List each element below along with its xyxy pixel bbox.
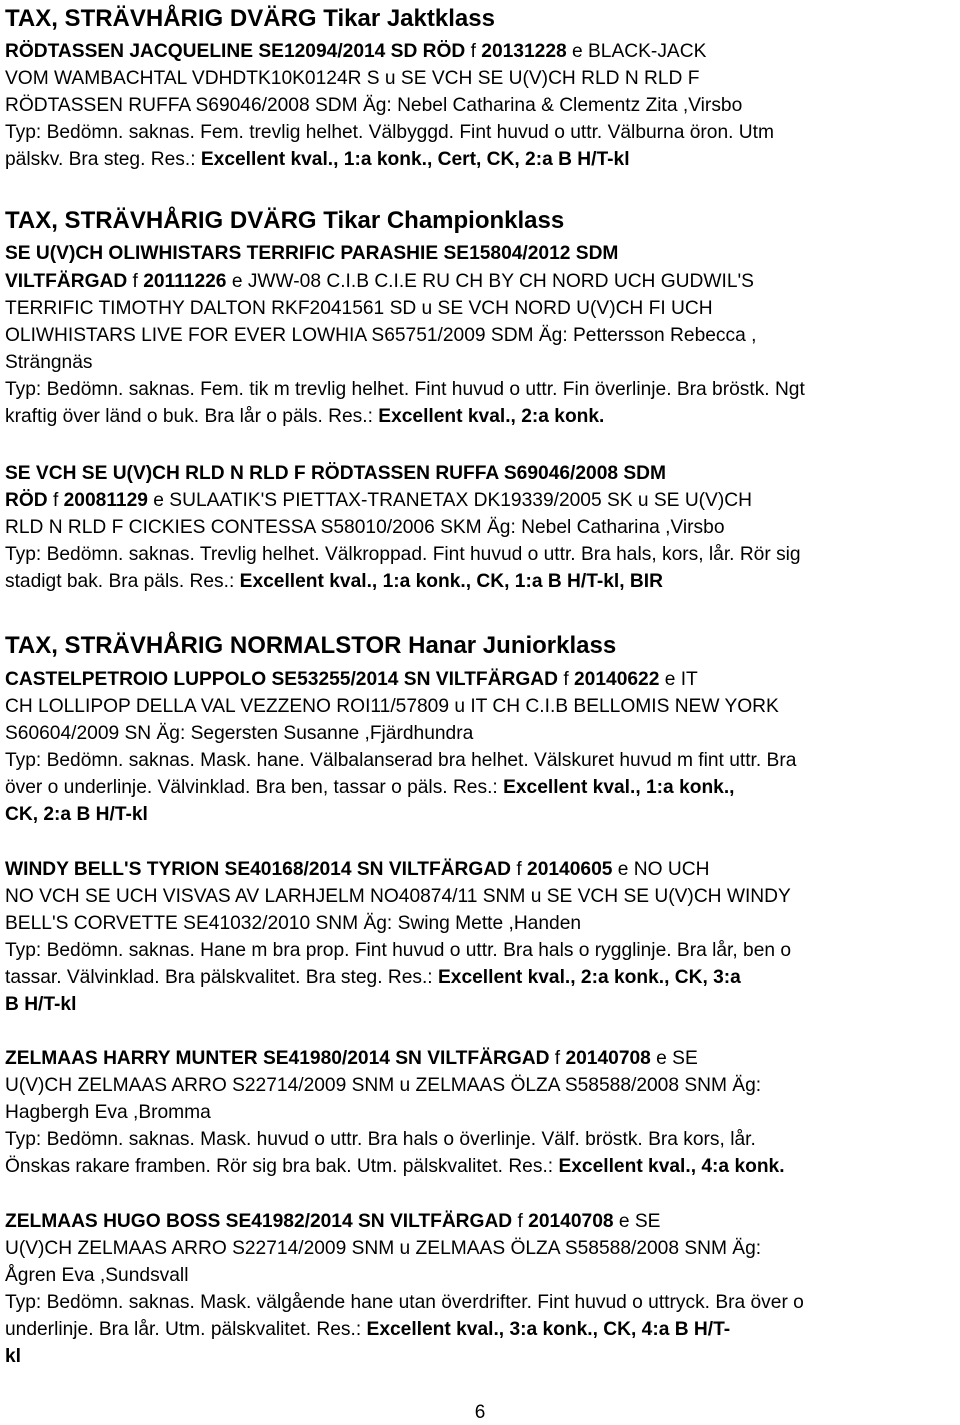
entry-line	[5, 119, 774, 146]
entry-line	[5, 1235, 761, 1262]
bold-text: Excellent kval., 1:a konk., CK, 1:a B H/T-kl, BIR	[239, 571, 663, 592]
entry-line	[5, 801, 148, 828]
entry-line	[5, 910, 581, 937]
bold-text: Excellent kval., 3:a konk., CK, 4:a B H/T-	[366, 1319, 731, 1340]
entry-line	[5, 747, 796, 774]
text: Typ: Bedömn. saknas. Hane m bra prop. Fint huvud o uttr. Bra hals o rygglinje. Bra lår, ben o	[5, 940, 792, 961]
entry-line	[5, 240, 618, 267]
text: Typ: Bedömn. saknas. Mask. huvud o uttr. Bra hals o överlinje. Välf. bröstk. Bra kors, lår.	[5, 1129, 756, 1150]
bold-text: Excellent kval., 1:a konk.,	[503, 777, 735, 798]
text: BELL'S CORVETTE SE41032/2010 SNM Äg: Swing Mette ,Handen	[5, 913, 582, 934]
text: S60604/2009 SN Äg: Segersten Susanne ,Fjärdhundra	[5, 723, 474, 744]
entry-line	[5, 856, 709, 883]
bold-text: 20140622	[574, 669, 660, 690]
bold-text: kl	[5, 1346, 22, 1367]
text: stadigt bak. Bra päls. Res.:	[5, 571, 240, 592]
text: pälskv. Bra steg. Res.:	[5, 149, 201, 170]
text: e JWW-08 C.I.B C.I.E RU CH BY CH NORD UCH GUDWIL'S	[226, 271, 754, 292]
bold-text: WINDY BELL'S TYRION SE40168/2014 SN VILTFÄRGAD	[5, 859, 512, 880]
entry-line	[5, 1153, 785, 1180]
entry-line	[5, 541, 801, 568]
entry-line	[5, 1099, 211, 1126]
bold-text: SE U(V)CH OLIWHISTARS TERRIFIC PARASHIE SE15804/2012 SDM	[5, 243, 619, 264]
bold-text: 20081129	[63, 490, 148, 511]
entry-line	[5, 349, 92, 376]
text: RÖDTASSEN RUFFA S69046/2008 SDM Äg: Nebel Catharina & Clementz Zita ,Virsbo	[5, 95, 743, 116]
entry-line	[5, 460, 666, 487]
text: f	[511, 859, 528, 880]
entry-line	[5, 146, 630, 173]
bold-text: RÖDTASSEN JACQUELINE SE12094/2014 SD RÖD	[5, 41, 466, 62]
text: e NO UCH	[612, 859, 710, 880]
bold-text: 20140708	[528, 1211, 614, 1232]
text: f	[465, 41, 482, 62]
text: Typ: Bedömn. saknas. Mask. hane. Välbalanserad bra helhet. Välskuret huvud m fint uttr. Bra	[5, 750, 797, 771]
entry-line	[5, 1289, 804, 1316]
bold-text: B H/T-kl	[5, 994, 77, 1015]
entry-line	[5, 65, 699, 92]
entry-line	[5, 1316, 730, 1343]
text: CH LOLLIPOP DELLA VAL VEZZENO ROI11/57809 u IT CH C.I.B BELLOMIS NEW YORK	[5, 696, 779, 717]
entry-line	[5, 666, 698, 693]
class-heading: TAX, STRÄVHÅRIG DVÄRG Tikar Championklass	[5, 207, 565, 234]
entry-line	[5, 774, 735, 801]
page-number: 6	[474, 1402, 486, 1423]
entry-line	[5, 568, 663, 595]
text: e SE	[650, 1048, 698, 1069]
text: f	[549, 1048, 566, 1069]
entry-line	[5, 1072, 761, 1099]
bold-text: CASTELPETROIO LUPPOLO SE53255/2014 SN VILTFÄRGAD	[5, 669, 559, 690]
bold-text: SE VCH SE U(V)CH RLD N RLD F RÖDTASSEN RUFFA S69046/2008 SDM	[5, 463, 667, 484]
entry-line	[5, 322, 756, 349]
bold-text: VILTFÄRGAD	[5, 271, 128, 292]
entry-line	[5, 937, 791, 964]
entry-line	[5, 693, 779, 720]
text: U(V)CH ZELMAAS ARRO S22714/2009 SNM u ZELMAAS ÖLZA S58588/2008 SNM Äg:	[5, 1075, 762, 1096]
text: f	[127, 271, 144, 292]
text: e BLACK-JACK	[566, 41, 707, 62]
entry-line	[5, 1262, 188, 1289]
entry-line	[5, 1126, 756, 1153]
bold-text: Excellent kval., 4:a konk.	[558, 1156, 785, 1177]
bold-text: ZELMAAS HUGO BOSS SE41982/2014 SN VILTFÄRGAD	[5, 1211, 513, 1232]
text: Typ: Bedömn. saknas. Fem. tik m trevlig helhet. Fint huvud o uttr. Fin överlinje. Bra bröstk. Ngt	[5, 379, 805, 400]
bold-text: RÖD	[5, 490, 48, 511]
text: e SULAATIK'S PIETTAX-TRANETAX DK19339/2005 SK u SE U(V)CH	[147, 490, 752, 511]
text: Önskas rakare framben. Rör sig bra bak. Utm. pälskvalitet. Res.:	[5, 1156, 559, 1177]
text: kraftig över länd o buk. Bra lår o päls. Res.:	[5, 406, 379, 427]
text: Ågren Eva ,Sundsvall	[5, 1265, 189, 1286]
class-heading: TAX, STRÄVHÅRIG DVÄRG Tikar Jaktklass	[5, 5, 495, 32]
text: Strängnäs	[5, 352, 93, 373]
text: f	[558, 669, 575, 690]
text: underlinje. Bra lår. Utm. pälskvalitet. Res.:	[5, 1319, 367, 1340]
entry-line	[5, 268, 754, 295]
text: Typ: Bedömn. saknas. Fem. trevlig helhet. Välbyggd. Fint huvud o uttr. Välburna öron. Utm	[5, 122, 774, 143]
class-heading: TAX, STRÄVHÅRIG NORMALSTOR Hanar Juniorklass	[5, 632, 617, 659]
bold-text: 20111226	[143, 271, 227, 292]
text: VOM WAMBACHTAL VDHDTK10K0124R S u SE VCH SE U(V)CH RLD N RLD F	[5, 68, 700, 89]
text: OLIWHISTARS LIVE FOR EVER LOWHIA S65751/2009 SDM Äg: Pettersson Rebecca ,	[5, 325, 757, 346]
text: e SE	[613, 1211, 661, 1232]
entry-line	[5, 991, 76, 1018]
bold-text: Excellent kval., 1:a konk., Cert, CK, 2:a B H/T-kl	[200, 149, 630, 170]
bold-text: Excellent kval., 2:a konk., CK, 3:a	[437, 967, 741, 988]
entry-line	[5, 964, 741, 991]
bold-text: 20140708	[565, 1048, 651, 1069]
text: f	[512, 1211, 529, 1232]
text: Hagbergh Eva ,Bromma	[5, 1102, 211, 1123]
text: NO VCH SE UCH VISVAS AV LARHJELM NO40874/11 SNM u SE VCH SE U(V)CH WINDY	[5, 886, 791, 907]
entry-line	[5, 1208, 660, 1235]
text: över o underlinje. Välvinklad. Bra ben, tassar o päls. Res.:	[5, 777, 504, 798]
entry-line	[5, 1343, 21, 1370]
text: tassar. Välvinklad. Bra pälskvalitet. Bra steg. Res.:	[5, 967, 438, 988]
text: f	[47, 490, 64, 511]
bold-text: Excellent kval., 2:a konk.	[378, 406, 605, 427]
text: e IT	[659, 669, 698, 690]
entry-line	[5, 514, 725, 541]
text: U(V)CH ZELMAAS ARRO S22714/2009 SNM u ZELMAAS ÖLZA S58588/2008 SNM Äg:	[5, 1238, 762, 1259]
bold-text: 20140605	[527, 859, 613, 880]
entry-line	[5, 720, 473, 747]
entry-line	[5, 295, 713, 322]
entry-line	[5, 376, 805, 403]
text: Typ: Bedömn. saknas. Mask. välgående hane utan överdrifter. Fint huvud o uttryck. Bra över o	[5, 1292, 804, 1313]
text: TERRIFIC TIMOTHY DALTON RKF2041561 SD u SE VCH NORD U(V)CH FI UCH	[5, 298, 713, 319]
text: Typ: Bedömn. saknas. Trevlig helhet. Välkroppad. Fint huvud o uttr. Bra hals, kors, lår. Rör sig	[5, 544, 801, 565]
entry-line	[5, 487, 752, 514]
text: RLD N RLD F CICKIES CONTESSA S58010/2006 SKM Äg: Nebel Catharina ,Virsbo	[5, 517, 725, 538]
entry-line	[5, 403, 604, 430]
entry-line	[5, 1045, 698, 1072]
bold-text: CK, 2:a B H/T-kl	[5, 804, 148, 825]
entry-line	[5, 883, 791, 910]
entry-line	[5, 38, 706, 65]
bold-text: 20131228	[481, 41, 567, 62]
bold-text: ZELMAAS HARRY MUNTER SE41980/2014 SN VILTFÄRGAD	[5, 1048, 550, 1069]
entry-line	[5, 92, 742, 119]
